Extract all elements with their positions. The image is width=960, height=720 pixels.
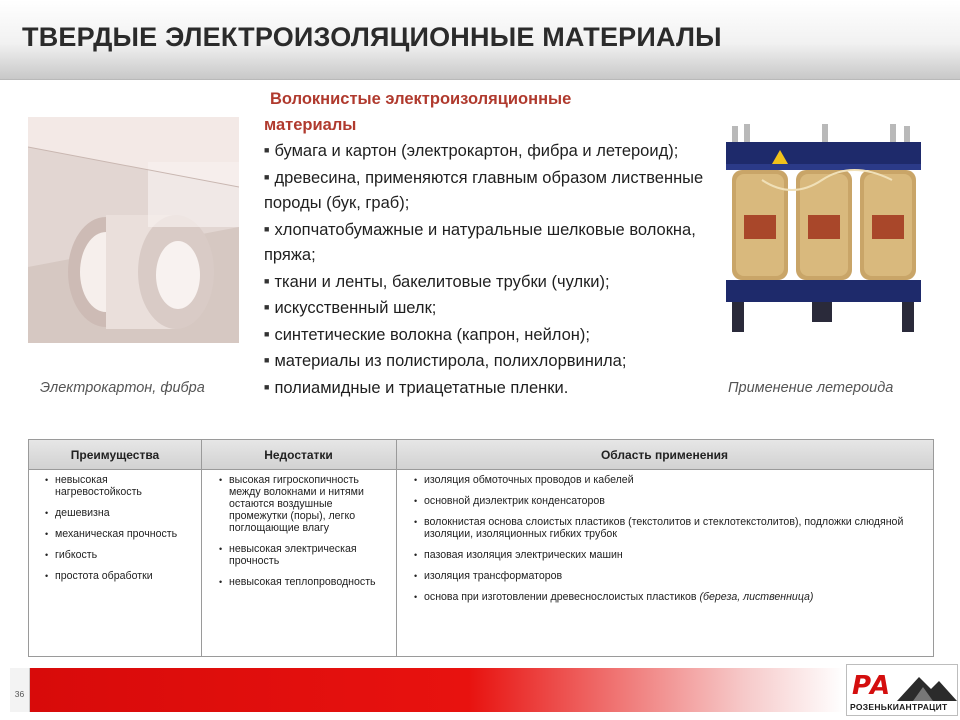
list-item: • простота обработки (45, 570, 153, 582)
table-header-row (29, 440, 933, 470)
list-item: ■ хлопчатобумажные и натуральные шелковые волокна, пряжа; (264, 220, 696, 264)
list-item: ■ бумага и картон (электрокартон, фибра и летероид); (264, 142, 679, 160)
bullet-icon: • (45, 475, 49, 485)
header-applications: Область применения (600, 448, 729, 462)
list-item: • пазовая изоляция электрических машин (414, 549, 623, 561)
list-item: ■ полиамидные и триацетатные пленки. (264, 378, 569, 397)
slide-header (0, 0, 960, 80)
list-item: • механическая прочность (45, 528, 178, 540)
list-item: • невысокая теплопроводность (219, 576, 376, 588)
list-item: • волокнистая основа слоистых пластиков (текстолитов и стеклотекстолитов), подложки слюдяной изоляции, изоляционных гибких трубок (414, 516, 904, 540)
bullet-icon: • (45, 508, 49, 518)
advantages-cell (45, 474, 195, 591)
list-item: • невысокая электрическая прочность (219, 543, 357, 567)
bullet-icon: • (414, 496, 418, 506)
bullet-icon: ■ (264, 171, 270, 182)
bullet-icon: • (414, 550, 418, 560)
paper-rolls-image (28, 117, 239, 343)
bullet-icon: ■ (264, 302, 270, 312)
bullet-icon: ■ (264, 355, 270, 365)
list-item: • изоляция обмоточных проводов и кабелей (414, 474, 634, 486)
page-number: 36 (10, 668, 30, 712)
bullet-icon: • (414, 517, 418, 527)
content-block (264, 86, 704, 401)
logo-brand-text: РОЗЕНЬКИАНТРАЦИТ (850, 702, 948, 712)
bullet-icon: • (45, 529, 49, 539)
list-item: • высокая гигроскопичность между волокнами и нитями остаются воздушные промежутки (поры), легко поглощающие влагу (219, 474, 364, 534)
header-disadvantages: Недостатки (264, 448, 333, 462)
materials-list (264, 138, 704, 401)
list-item: • основа при изготовлении древеснослоистых пластиков (береза, лиственница) (414, 591, 814, 603)
list-item: ■ древесина, применяются главным образом лиственные породы (бук, граб); (264, 168, 704, 212)
bullet-icon: ■ (264, 145, 270, 155)
bullet-icon: • (414, 571, 418, 581)
bullet-icon: • (219, 577, 223, 587)
right-image-caption: Применение летероида (728, 380, 894, 396)
transformer-illustration (722, 120, 925, 340)
disadvantages-list (219, 474, 389, 588)
list-item: • основной диэлектрик конденсаторов (414, 495, 605, 507)
subtitle-line-1: Волокнистые электроизоляционные (270, 90, 572, 108)
left-image-caption: Электрокартон, фибра (40, 380, 205, 396)
mountain-icon (897, 671, 957, 701)
list-item: • изоляция трансформаторов (414, 570, 563, 582)
list-item: • невысокая нагревостойкость (45, 474, 142, 498)
transformer-image (722, 120, 925, 340)
logo-letters: РА (852, 671, 890, 701)
bullet-icon: • (45, 571, 49, 581)
slide-title: ТВЕРДЫЕ ЭЛЕКТРОИЗОЛЯЦИОННЫЕ МАТЕРИАЛЫ (22, 22, 722, 52)
list-item: • гибкость (45, 549, 98, 561)
bullet-icon: ■ (264, 328, 270, 339)
italic-note: (береза, лиственница) (699, 591, 814, 603)
list-item: ■ ткани и ленты, бакелитовые трубки (чулки); (264, 272, 610, 291)
advantages-list (45, 474, 195, 582)
bullet-icon: ■ (264, 381, 270, 392)
bullet-icon: • (414, 475, 418, 485)
applications-cell (414, 474, 919, 612)
bullet-icon: • (219, 544, 223, 554)
column-divider (396, 440, 397, 656)
properties-table (28, 439, 934, 657)
list-item: ■ синтетические волокна (капрон, нейлон); (264, 325, 590, 344)
column-divider (201, 440, 202, 656)
bullet-icon: ■ (264, 223, 270, 234)
paper-rolls-illustration (28, 117, 239, 343)
disadvantages-cell (219, 474, 389, 597)
applications-list (414, 474, 919, 603)
bullet-icon: • (414, 592, 418, 602)
section-subtitle (264, 86, 704, 138)
bullet-icon: • (45, 550, 49, 560)
list-item: ■ искусственный шелк; (264, 299, 437, 317)
bullet-icon: • (219, 475, 223, 485)
footer-bar (10, 668, 844, 712)
bullet-icon: ■ (264, 275, 270, 286)
list-item: • дешевизна (45, 507, 110, 519)
subtitle-line-2: материалы (264, 116, 357, 134)
company-logo (846, 664, 958, 716)
header-advantages: Преимущества (70, 448, 160, 462)
list-item: ■ материалы из полистирола, полихлорвинила; (264, 352, 627, 370)
